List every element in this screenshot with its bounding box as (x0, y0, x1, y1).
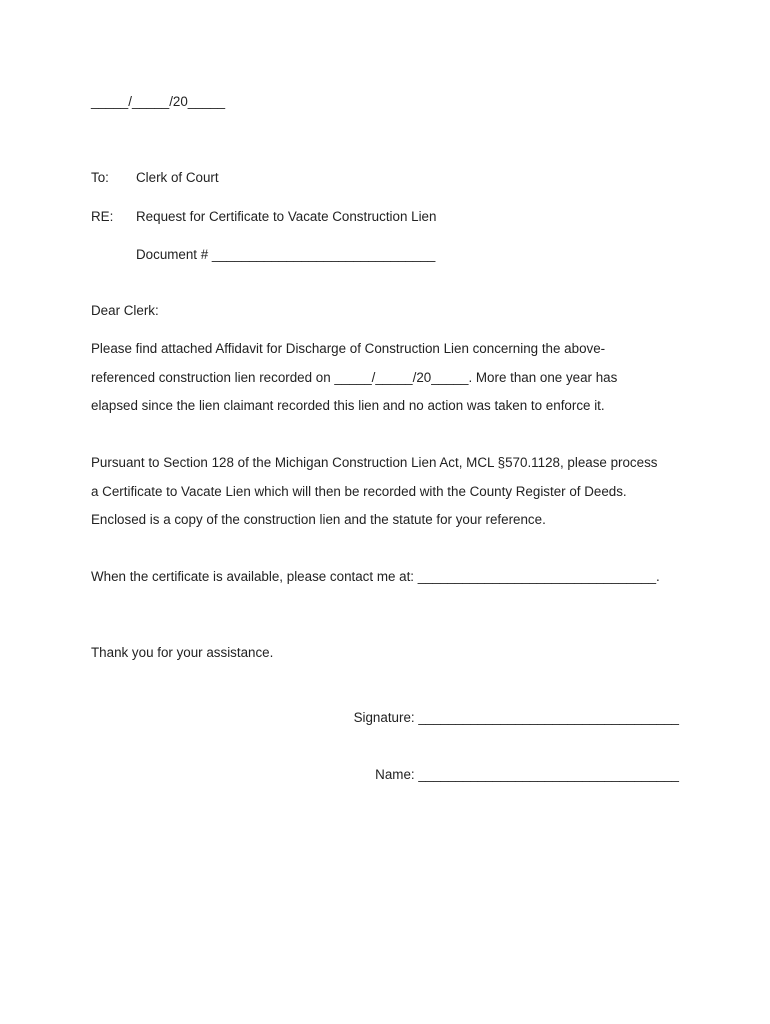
subject: Request for Certificate to Vacate Construction Lien (136, 209, 437, 224)
paragraph-1-line-2[interactable]: referenced construction lien recorded on _____/_____/20_____. More than one year has (91, 370, 618, 385)
name-field[interactable]: Name: ___________________________________ (375, 767, 679, 782)
signature-field[interactable]: Signature: ___________________________________ (353, 710, 679, 725)
to-label: To: (91, 170, 109, 185)
salutation: Dear Clerk: (91, 303, 159, 318)
paragraph-2-line-3: Enclosed is a copy of the construction lien and the statute for your reference. (91, 512, 546, 527)
re-label: RE: (91, 209, 114, 224)
contact-field[interactable]: When the certificate is available, please contact me at: ________________________________. (91, 569, 660, 584)
paragraph-2-line-2: a Certificate to Vacate Lien which will then be recorded with the County Register of Deeds. (91, 484, 627, 499)
paragraph-2-line-1: Pursuant to Section 128 of the Michigan Construction Lien Act, MCL §570.1128, please process (91, 455, 658, 470)
paragraph-1-line-3: elapsed since the lien claimant recorded this lien and no action was taken to enforce it. (91, 398, 605, 413)
date-blank[interactable]: _____/_____/20_____ (91, 94, 226, 109)
recipient: Clerk of Court (136, 170, 219, 185)
closing: Thank you for your assistance. (91, 645, 274, 660)
document-number-field[interactable]: Document # ______________________________ (136, 247, 436, 262)
paragraph-1-line-1: Please find attached Affidavit for Discharge of Construction Lien concerning the above- (91, 341, 606, 356)
